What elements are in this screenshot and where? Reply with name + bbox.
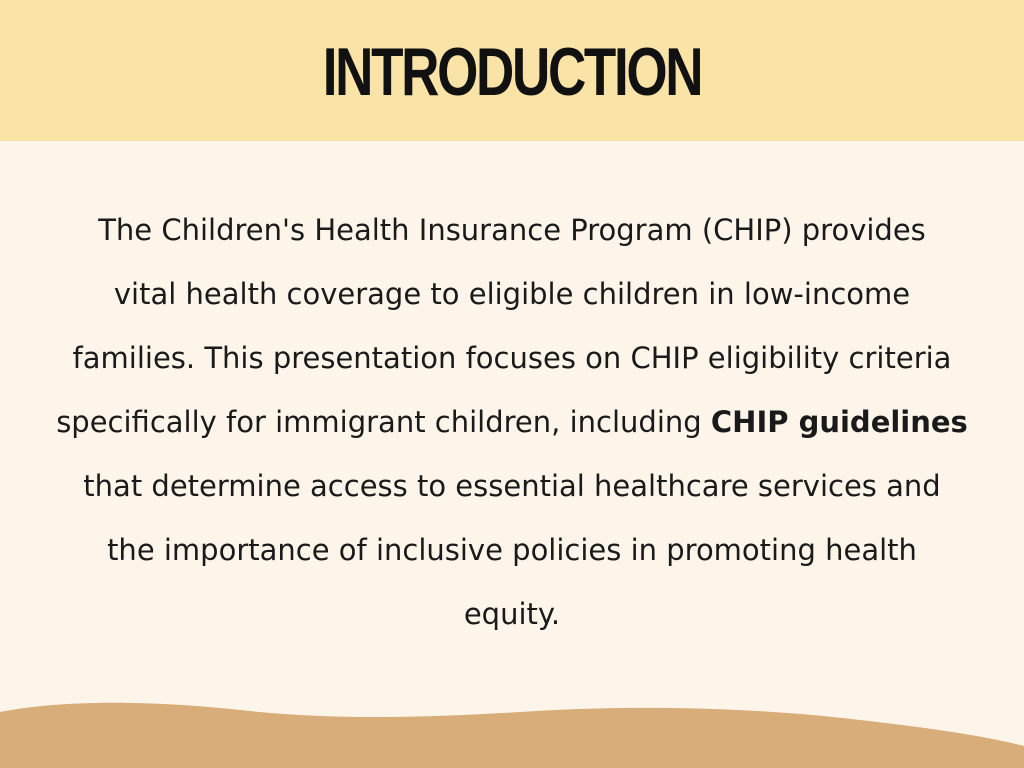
body-line-1: The Children's Health Insurance Program (CHIP) provides <box>98 213 926 247</box>
bottom-wave-decoration <box>0 698 1024 768</box>
body-line-4 <box>30 390 994 454</box>
slide-title: INTRODUCTION <box>322 34 702 110</box>
body-line-7: equity. <box>463 597 561 631</box>
body-line-5: that determine access to essential healthcare services and <box>83 469 941 503</box>
chip-guidelines-emphasis: CHIP guidelines <box>710 405 968 439</box>
body-line-2: vital health coverage to eligible children in low-income <box>113 277 911 311</box>
body-line-6: the importance of inclusive policies in promoting health <box>107 533 917 567</box>
body-line-4-text: specifically for immigrant children, including <box>56 405 711 439</box>
body-paragraph <box>30 198 994 646</box>
title-band <box>0 0 1024 141</box>
body-line-3: families. This presentation focuses on CHIP eligibility criteria <box>72 341 952 375</box>
